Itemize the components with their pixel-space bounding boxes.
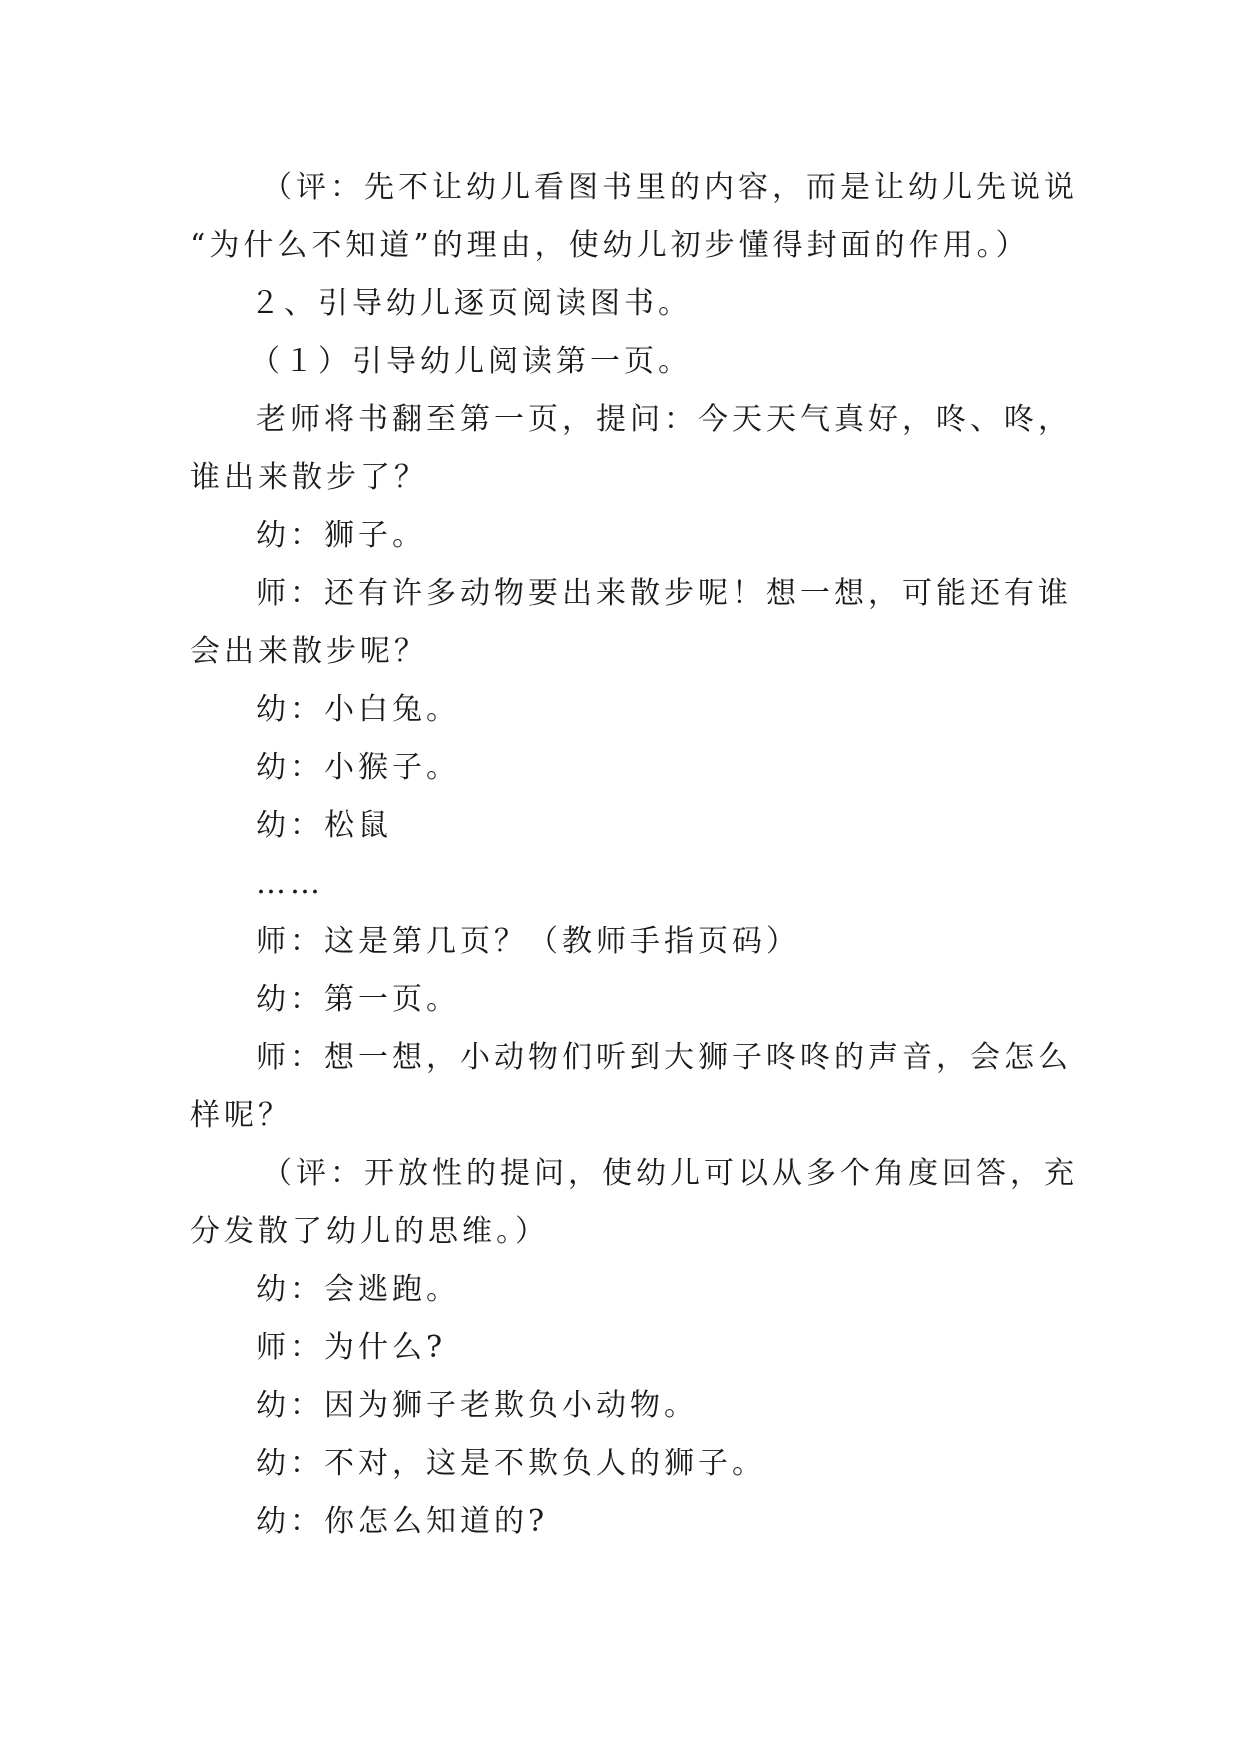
text-line: （评：先不让幼儿看图书里的内容，而是让幼儿先说说 [262, 170, 1078, 205]
text-line: 幼：松鼠 [256, 808, 392, 843]
text-line: 幼：第一页。 [256, 982, 460, 1017]
text-line: 分发散了幼儿的思维。） [190, 1214, 549, 1249]
text-line: 幼：因为狮子老欺负小动物。 [256, 1388, 698, 1423]
text-line: 样呢？ [190, 1098, 292, 1133]
text-line: 会出来散步呢？ [190, 634, 428, 669]
text-line: 幼：不对，这是不欺负人的狮子。 [256, 1446, 766, 1481]
text-line: 幼：你怎么知道的? [256, 1504, 549, 1539]
text-line: 谁出来散步了？ [190, 460, 428, 495]
text-line: 师：还有许多动物要出来散步呢！想一想，可能还有谁 [256, 576, 1072, 611]
text-line: ２、引导幼儿逐页阅读图书。 [250, 286, 692, 321]
text-line: （１）引导幼儿阅读第一页。 [250, 344, 692, 379]
text-line: 幼：小猴子。 [256, 750, 460, 785]
text-line: 幼：小白兔。 [256, 692, 460, 727]
text-line: 老师将书翻至第一页，提问：今天天气真好，咚、咚， [256, 402, 1072, 437]
text-line: 师：为什么? [256, 1330, 447, 1365]
text-line: （评：开放性的提问，使幼儿可以从多个角度回答，充 [262, 1156, 1078, 1191]
text-line: 师：这是第几页？（教师手指页码） [256, 924, 800, 959]
text-line: 师：想一想，小动物们听到大狮子咚咚的声音，会怎么 [256, 1040, 1072, 1075]
text-line: 幼：狮子。 [256, 518, 426, 553]
text-line: “为什么不知道”的理由，使幼儿初步懂得封面的作用。） [190, 228, 1030, 263]
text-line: …… [256, 866, 324, 901]
text-line: 幼：会逃跑。 [256, 1272, 460, 1307]
